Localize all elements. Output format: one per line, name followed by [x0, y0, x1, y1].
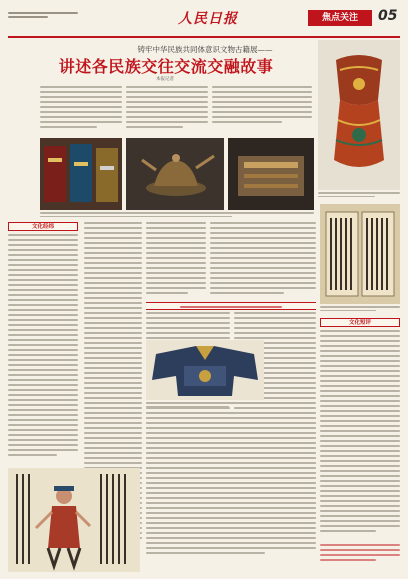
intro-col-1	[40, 86, 122, 136]
intro-col-2	[126, 86, 208, 136]
lower-body-col-1	[320, 330, 400, 540]
bottom-notes	[320, 544, 400, 572]
exhibit-costume-photo	[40, 138, 122, 210]
artifact-illustration	[228, 138, 314, 210]
exhibit-bronze-photo	[126, 138, 224, 210]
costume-illustration	[40, 138, 122, 210]
exhibit-artifact-photo	[228, 138, 314, 210]
bronze-vessel-illustration	[126, 138, 224, 210]
article-byline: 本报记者	[156, 77, 174, 82]
body-col-2	[146, 222, 206, 300]
bottom-body-col	[146, 412, 316, 562]
artifact-drum-photo	[318, 40, 400, 190]
drum-caption	[318, 192, 400, 200]
body-col-3	[210, 222, 316, 300]
article-headline: 讲述各民族交往交流交融故事	[58, 57, 274, 76]
exhibit-photos-caption	[40, 212, 314, 220]
ancient-books-photo	[320, 204, 400, 304]
masthead-logo: 人民日报	[178, 11, 238, 27]
robe-illustration	[146, 340, 264, 400]
mid-subheading-1	[146, 302, 316, 310]
page-number: 05	[378, 8, 398, 24]
ethnic-figure-illustration	[8, 468, 140, 572]
books-illustration	[320, 204, 400, 304]
robe-caption	[146, 402, 264, 410]
article-kicker: 铸牢中华民族共同体意识文物古籍展——	[137, 45, 273, 54]
sidebar-body-col-1	[8, 234, 78, 464]
page-header	[8, 8, 400, 36]
lower-article-section-head: 文化短评	[320, 318, 400, 327]
intro-col-3	[212, 86, 312, 136]
ceremonial-robe-photo	[146, 340, 264, 400]
issue-date-line	[8, 12, 128, 21]
header-rule	[8, 36, 400, 38]
books-caption	[320, 306, 400, 314]
sidebar-section-head: 文化经纬	[8, 222, 78, 231]
figure-painting	[8, 468, 140, 572]
drum-illustration	[318, 40, 400, 190]
section-tag: 焦点关注	[308, 10, 372, 26]
